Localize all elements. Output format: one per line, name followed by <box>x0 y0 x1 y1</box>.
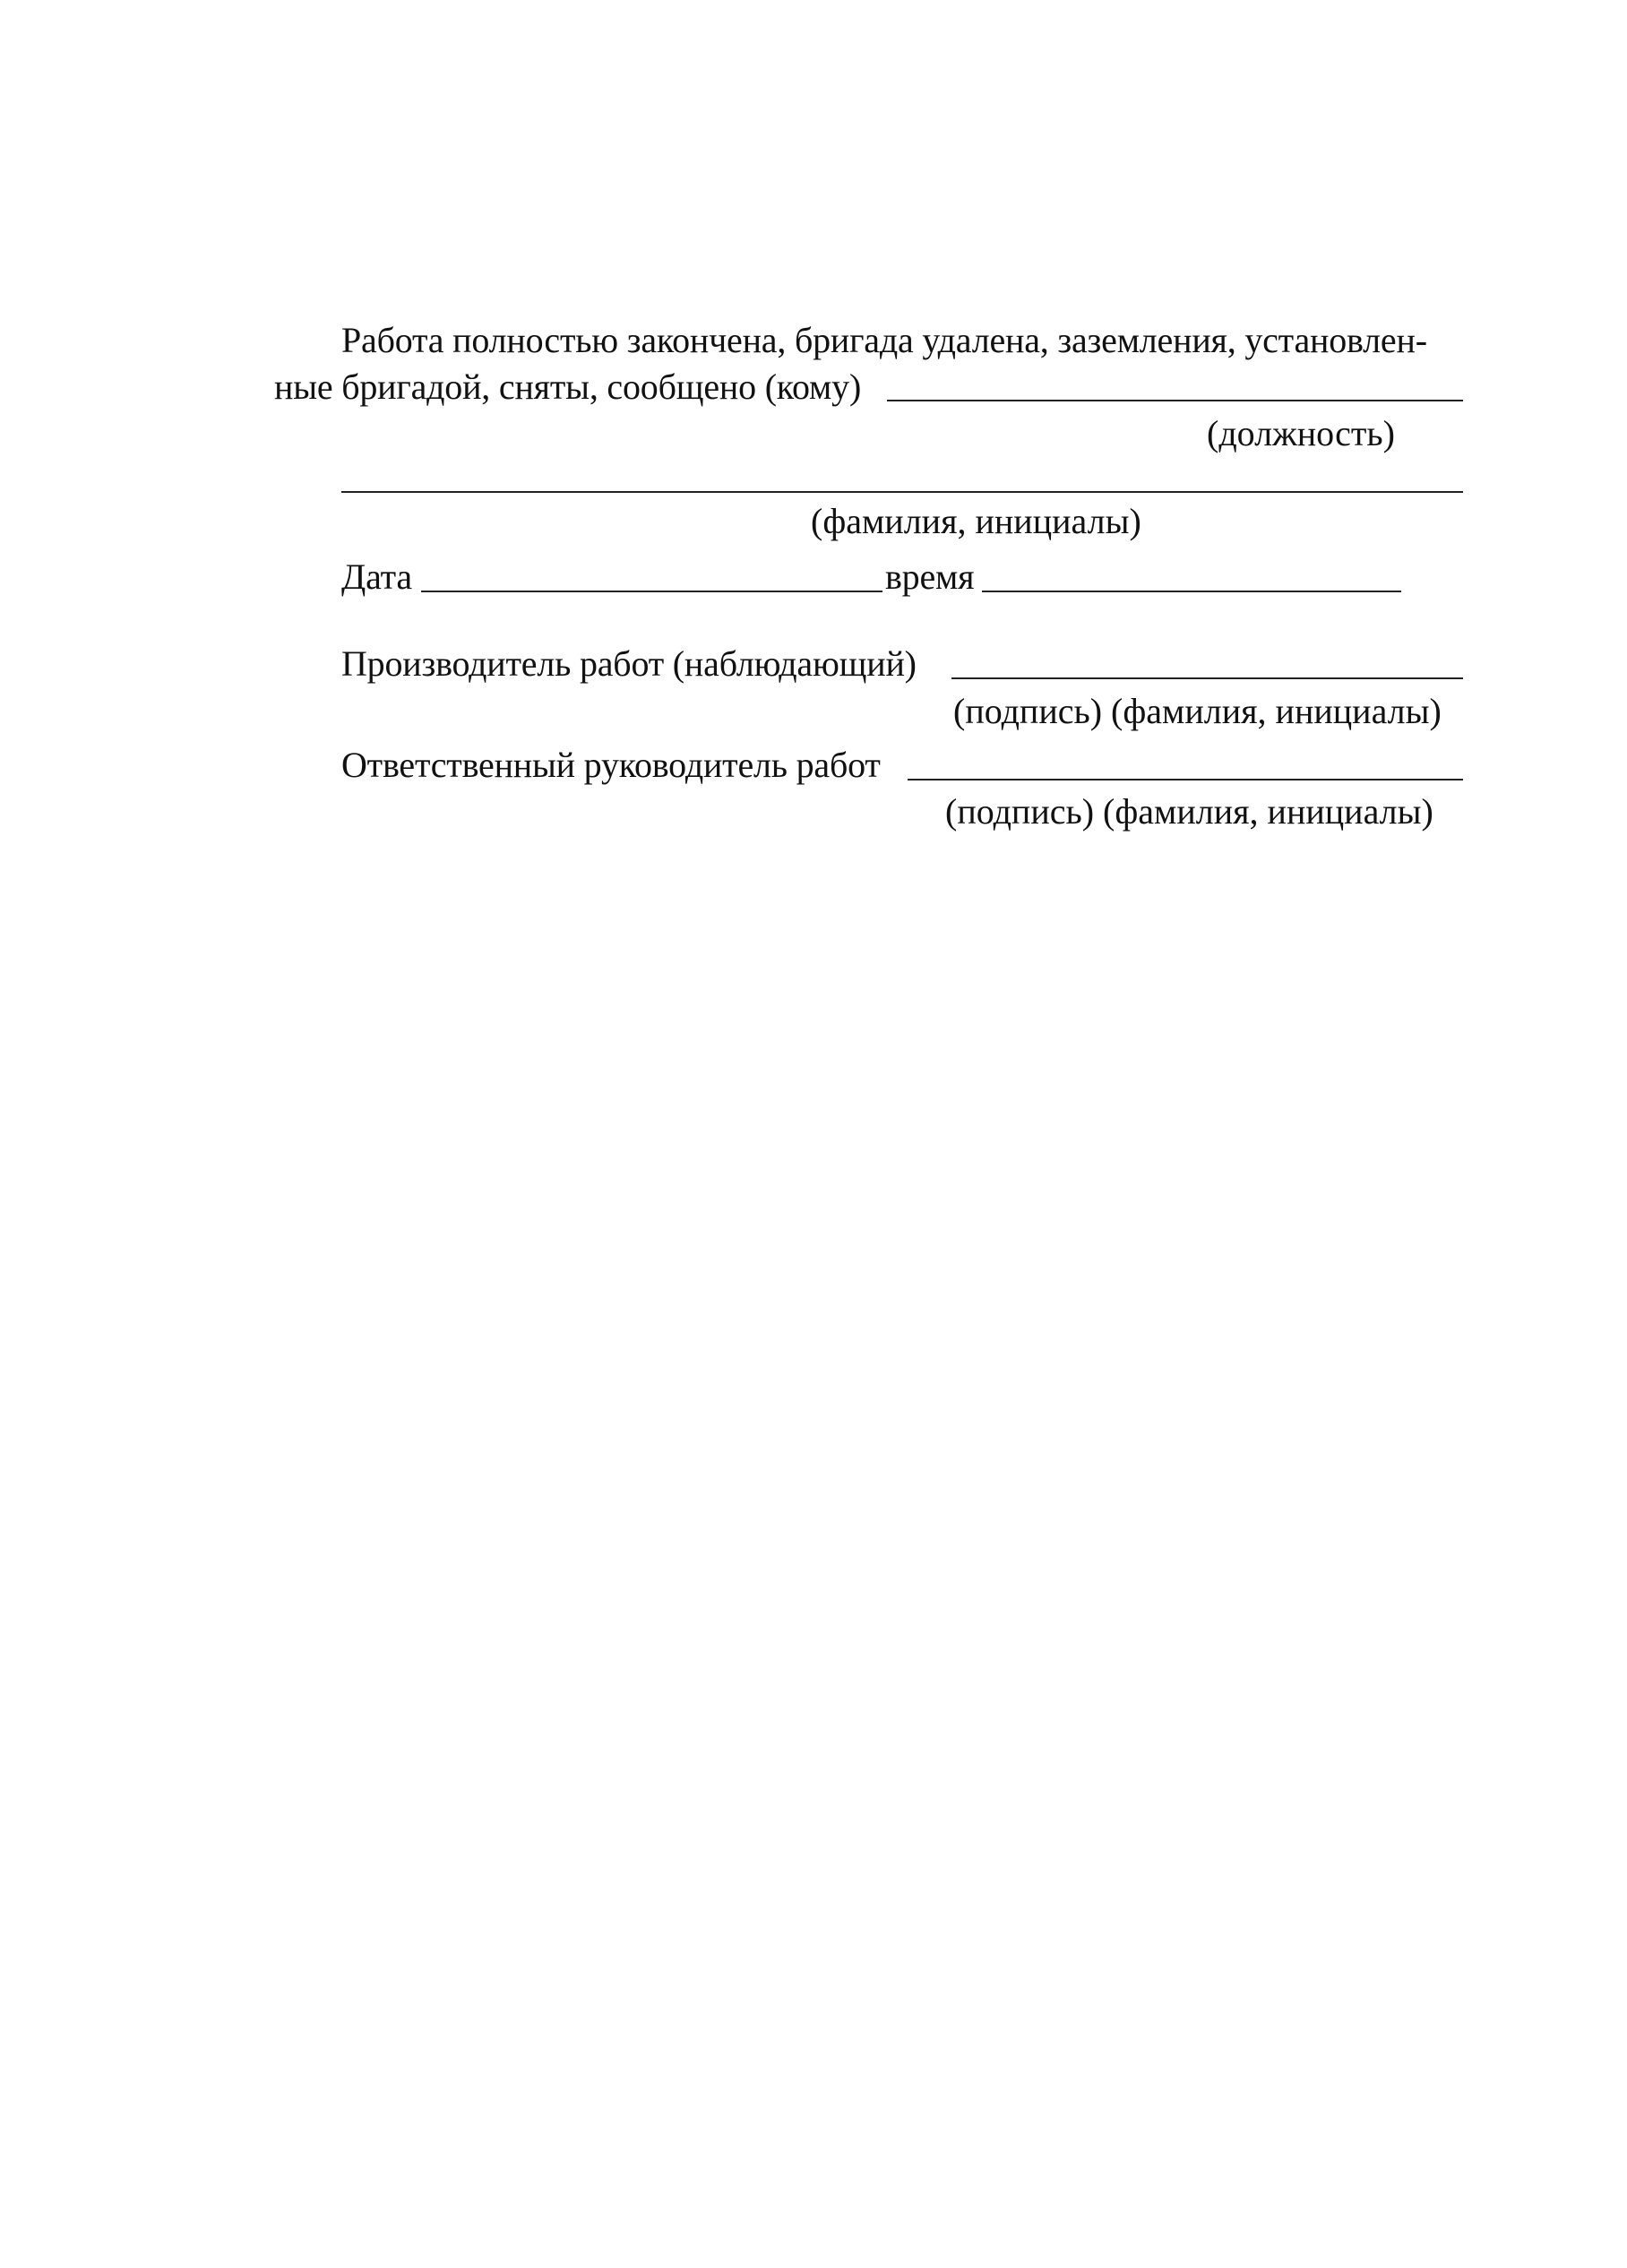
foreman-label: Производитель работ (наблюдающий) <box>341 643 917 684</box>
name-caption: (фамилия, инициалы) <box>811 501 1141 541</box>
recipient-name-field[interactable] <box>341 491 1463 493</box>
supervisor-caption: (подпись) (фамилия, инициалы) <box>945 791 1433 832</box>
foreman-caption: (подпись) (фамилия, инициалы) <box>953 691 1442 731</box>
date-label: Дата <box>341 556 412 597</box>
paragraph-line-2: ные бригадой, сняты, сообщено (кому) <box>274 367 862 407</box>
time-field[interactable] <box>982 591 1401 592</box>
supervisor-signature-field[interactable] <box>908 779 1463 780</box>
position-caption: (должность) <box>1207 413 1395 453</box>
time-label: время <box>885 556 975 597</box>
paragraph-line-1: Работа полностью закончена, бригада удалена, заземления, установлен- <box>341 320 1427 360</box>
supervisor-label: Ответственный руководитель работ <box>341 745 881 785</box>
recipient-position-field[interactable] <box>887 400 1463 401</box>
foreman-signature-field[interactable] <box>951 677 1463 679</box>
date-field[interactable] <box>421 591 882 592</box>
